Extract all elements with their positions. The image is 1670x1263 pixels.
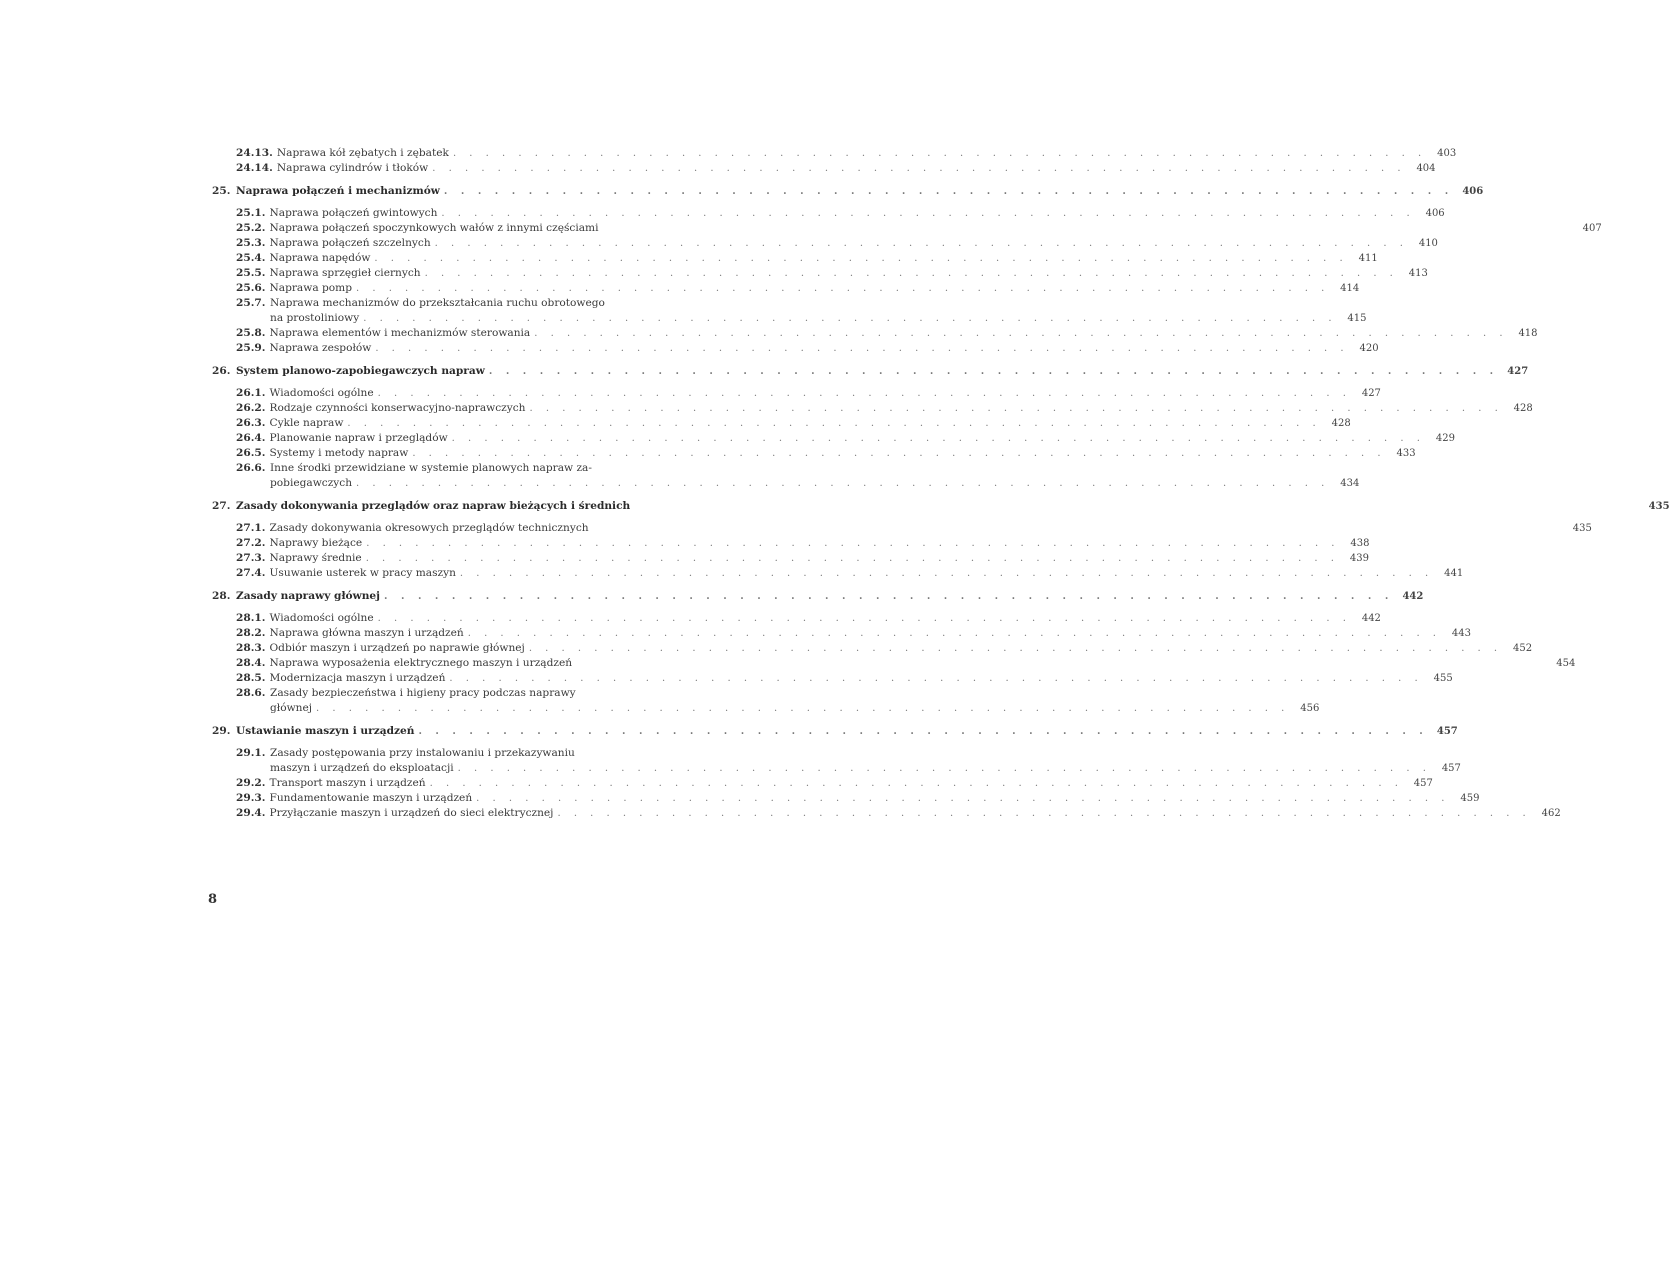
page-ref: 406	[1425, 208, 1445, 219]
dot-leader	[378, 611, 1351, 626]
section-number: 27.3.	[236, 552, 266, 564]
section-title: Zasady dokonywania okresowych przeglądów technicznych	[269, 522, 589, 534]
dot-leader	[366, 551, 1339, 566]
page-ref: 418	[1518, 328, 1538, 339]
toc-entry	[212, 791, 1480, 806]
chapter-number: 29.	[212, 725, 231, 737]
section-number: 28.3.	[236, 642, 266, 654]
toc-entry	[212, 386, 1381, 401]
page-ref: 438	[1350, 538, 1370, 549]
toc-entry	[212, 251, 1378, 266]
page-ref: 414	[1340, 283, 1360, 294]
dot-leader	[453, 146, 1426, 161]
page-ref: 428	[1331, 418, 1351, 429]
toc-entry	[212, 161, 1436, 176]
section-number: 28.2.	[236, 627, 266, 639]
section-number: 25.6.	[236, 282, 266, 294]
section-number: 25.4.	[236, 252, 266, 264]
toc-entry	[212, 656, 1576, 671]
dot-leader	[534, 326, 1507, 341]
toc-entry	[212, 626, 1471, 641]
toc-entry	[212, 326, 1538, 341]
dot-leader	[444, 184, 1453, 199]
page-ref: 443	[1451, 628, 1471, 639]
section-number: 28.6.	[236, 687, 266, 699]
dot-leader	[489, 364, 1498, 379]
section-number: 29.2.	[236, 777, 266, 789]
section-number: 27.4.	[236, 567, 266, 579]
toc-entry	[212, 611, 1381, 626]
section-title-line: głównej	[270, 702, 313, 714]
page-ref: 454	[1556, 658, 1576, 669]
page-ref: 420	[1359, 343, 1379, 354]
page-ref: 462	[1541, 808, 1561, 819]
section-number: 25.5.	[236, 267, 266, 279]
section-number: 26.6.	[236, 462, 266, 474]
section-number: 29.3.	[236, 792, 266, 804]
toc-chapter	[212, 499, 1670, 514]
page-ref: 428	[1513, 403, 1533, 414]
toc-chapter	[212, 589, 1424, 604]
chapter-title: Naprawa połączeń i mechanizmów	[236, 185, 440, 197]
page-ref: 435	[1572, 523, 1592, 534]
section-number: 26.5.	[236, 447, 266, 459]
page-ref: 407	[1582, 223, 1602, 234]
dot-leader	[460, 566, 1433, 581]
dot-leader	[374, 251, 1347, 266]
dot-leader	[316, 701, 1289, 716]
section-number: 24.14.	[236, 162, 273, 174]
page-ref: 427	[1507, 366, 1529, 377]
section-title: Naprawa sprzęgieł ciernych	[269, 267, 421, 279]
page-ref: 434	[1340, 478, 1360, 489]
section-title-line: na prostoliniowy	[270, 312, 360, 324]
toc-entry	[212, 686, 1320, 716]
page-ref: 429	[1435, 433, 1455, 444]
chapter-title: Zasady naprawy głównej	[236, 590, 381, 602]
section-title-line: Zasady postępowania przy instalowaniu i przekazywaniu	[270, 747, 575, 759]
toc-entry	[212, 206, 1445, 221]
section-title-line: Inne środki przewidziane w systemie planowych napraw za-	[270, 462, 592, 474]
dot-leader	[452, 431, 1425, 446]
section-title: Transport maszyn i urządzeń	[269, 777, 426, 789]
toc-entry	[212, 296, 1367, 326]
toc-entry	[212, 431, 1455, 446]
toc-entry	[212, 536, 1370, 551]
section-number: 26.3.	[236, 417, 266, 429]
dot-leader	[468, 626, 1441, 641]
page-ref: 427	[1361, 388, 1381, 399]
toc-entry	[212, 146, 1457, 161]
toc-entry	[212, 461, 1360, 491]
section-number: 25.9.	[236, 342, 266, 354]
section-number: 26.4.	[236, 432, 266, 444]
toc-entry	[212, 641, 1533, 656]
section-number: 28.1.	[236, 612, 266, 624]
page-number: 8	[208, 892, 218, 907]
toc-entry	[212, 746, 1461, 776]
section-title: Przyłączanie maszyn i urządzeń do sieci elektrycznej	[269, 807, 554, 819]
section-number: 26.1.	[236, 387, 266, 399]
dot-leader	[375, 341, 1348, 356]
toc-entry	[212, 236, 1438, 251]
dot-leader	[441, 206, 1414, 221]
chapter-title: Ustawianie maszyn i urządzeń	[236, 725, 415, 737]
dot-leader	[557, 806, 1530, 821]
dot-leader	[458, 761, 1431, 776]
chapter-number: 25.	[212, 185, 231, 197]
page-ref: 404	[1416, 163, 1436, 174]
dot-leader	[378, 386, 1351, 401]
page-ref: 413	[1408, 268, 1428, 279]
section-title-line: Zasady bezpieczeństwa i higieny pracy podczas naprawy	[270, 687, 576, 699]
section-title-line: Naprawa mechanizmów do przekształcania ruchu obrotowego	[270, 297, 605, 309]
section-title-continuation	[236, 311, 1367, 326]
toc-chapter	[212, 724, 1458, 739]
page-ref: 403	[1437, 148, 1457, 159]
toc-entry	[212, 446, 1416, 461]
dot-leader	[529, 641, 1502, 656]
section-number: 25.1.	[236, 207, 266, 219]
dot-leader	[356, 476, 1329, 491]
section-number: 25.3.	[236, 237, 266, 249]
chapter-number: 28.	[212, 590, 231, 602]
dot-leader	[356, 281, 1329, 296]
section-title-line: pobiegawczych	[270, 477, 353, 489]
toc-entry	[212, 341, 1379, 356]
dot-leader	[347, 416, 1320, 431]
section-title: Planowanie napraw i przeglądów	[269, 432, 448, 444]
section-title: Naprawa połączeń gwintowych	[269, 207, 438, 219]
chapter-number: 26.	[212, 365, 231, 377]
section-number: 28.5.	[236, 672, 266, 684]
section-title: Naprawa napędów	[269, 252, 371, 264]
chapter-number: 27.	[212, 500, 231, 512]
section-title-continuation	[236, 761, 1461, 776]
section-title: Rodzaje czynności konserwacyjno-naprawczych	[269, 402, 526, 414]
page-ref: 433	[1396, 448, 1416, 459]
section-title: Wiadomości ogólne	[269, 387, 374, 399]
chapter-title: Zasady dokonywania przeglądów oraz napraw bieżących i średnich	[236, 500, 631, 512]
section-title: Cykle napraw	[269, 417, 344, 429]
page-ref: 411	[1358, 253, 1378, 264]
section-title: Naprawy bieżące	[269, 537, 363, 549]
dot-leader	[529, 401, 1502, 416]
section-number: 25.7.	[236, 297, 266, 309]
section-title: Naprawy średnie	[269, 552, 362, 564]
toc-entry	[212, 566, 1464, 581]
section-number: 29.1.	[236, 747, 266, 759]
toc-entry	[212, 671, 1453, 686]
section-title: Naprawa pomp	[269, 282, 352, 294]
section-title: Naprawa cylindrów i tłoków	[276, 162, 429, 174]
toc-entry	[212, 281, 1360, 296]
section-title-line: maszyn i urządzeń do eksploatacji	[270, 762, 454, 774]
page-ref: 457	[1441, 763, 1461, 774]
table-of-contents	[212, 146, 1670, 821]
page-ref: 415	[1347, 313, 1367, 324]
dot-leader	[432, 161, 1405, 176]
section-number: 26.2.	[236, 402, 266, 414]
toc-entry	[212, 776, 1433, 791]
section-number: 25.2.	[236, 222, 266, 234]
dot-leader	[363, 311, 1336, 326]
toc-entry	[212, 551, 1369, 566]
section-title: Modernizacja maszyn i urządzeń	[269, 672, 446, 684]
section-number: 24.13.	[236, 147, 273, 159]
section-title: Systemy i metody napraw	[269, 447, 409, 459]
page-ref: 452	[1513, 643, 1533, 654]
section-number: 28.4.	[236, 657, 266, 669]
section-number: 29.4.	[236, 807, 266, 819]
page-ref: 442	[1361, 613, 1381, 624]
section-title: Naprawa zespołów	[269, 342, 372, 354]
section-title-continuation	[236, 701, 1320, 716]
section-title: Naprawa wyposażenia elektrycznego maszyn i urządzeń	[269, 657, 573, 669]
dot-leader	[366, 536, 1339, 551]
dot-leader	[412, 446, 1385, 461]
dot-leader	[425, 266, 1398, 281]
dot-leader	[476, 791, 1449, 806]
dot-leader	[435, 236, 1408, 251]
toc-chapter	[212, 364, 1529, 379]
dot-leader	[384, 589, 1393, 604]
page-ref: 442	[1402, 591, 1424, 602]
page-ref: 406	[1462, 186, 1484, 197]
page-ref: 459	[1460, 793, 1480, 804]
section-title: Naprawa elementów i mechanizmów sterowania	[269, 327, 531, 339]
section-title: Fundamentowanie maszyn i urządzeń	[269, 792, 473, 804]
section-title: Naprawa połączeń szczelnych	[269, 237, 431, 249]
toc-entry	[212, 521, 1592, 536]
toc-entry	[212, 416, 1351, 431]
dot-leader	[449, 671, 1422, 686]
section-number: 27.2.	[236, 537, 266, 549]
section-number: 27.1.	[236, 522, 266, 534]
section-title: Naprawa połączeń spoczynkowych wałów z innymi częściami	[269, 222, 599, 234]
section-title: Wiadomości ogólne	[269, 612, 374, 624]
toc-entry	[212, 806, 1561, 821]
page-ref: 456	[1300, 703, 1320, 714]
section-number: 25.8.	[236, 327, 266, 339]
section-title: Odbiór maszyn i urządzeń po naprawie głównej	[269, 642, 525, 654]
page-ref: 455	[1433, 673, 1453, 684]
dot-leader	[430, 776, 1403, 791]
toc-entry	[212, 266, 1428, 281]
chapter-title: System planowo-zapobiegawczych napraw	[236, 365, 485, 377]
section-title: Naprawa kół zębatych i zębatek	[276, 147, 449, 159]
toc-entry	[212, 221, 1602, 236]
toc-entry	[212, 401, 1533, 416]
toc-chapter	[212, 184, 1484, 199]
page-ref: 457	[1413, 778, 1433, 789]
page-ref: 435	[1648, 501, 1670, 512]
page-ref: 441	[1444, 568, 1464, 579]
section-title: Usuwanie usterek w pracy maszyn	[269, 567, 456, 579]
section-title: Naprawa główna maszyn i urządzeń	[269, 627, 464, 639]
dot-leader	[418, 724, 1427, 739]
page-ref: 439	[1349, 553, 1369, 564]
page-ref: 410	[1418, 238, 1438, 249]
page-ref: 457	[1436, 726, 1458, 737]
section-title-continuation	[236, 476, 1360, 491]
